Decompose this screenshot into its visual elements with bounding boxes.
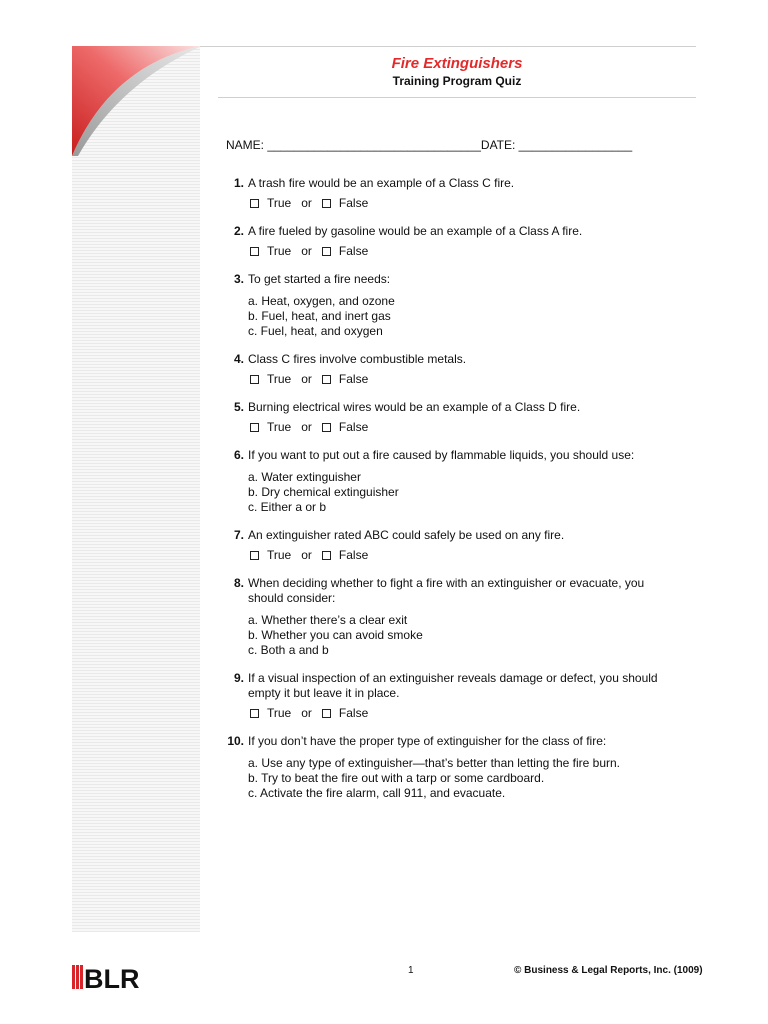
answer-options	[248, 613, 682, 658]
answer-options	[248, 294, 682, 339]
option-a[interactable]: a. Whether there’s a clear exit	[248, 613, 408, 627]
option-c[interactable]: c. Both a and b	[248, 643, 329, 657]
true-false-choice	[250, 372, 682, 387]
name-date-line[interactable]: NAME: ________________________________DATE: _________________	[226, 138, 633, 152]
or-label: or	[301, 420, 312, 434]
true-label: True	[267, 420, 292, 434]
checkbox-true[interactable]	[250, 709, 259, 718]
checkbox-false[interactable]	[322, 375, 331, 384]
header-divider	[218, 97, 696, 98]
option-a[interactable]: a. Heat, oxygen, and ozone	[248, 294, 395, 308]
option-c[interactable]: c. Either a or b	[248, 500, 327, 514]
question-9	[222, 671, 682, 721]
or-label: or	[301, 196, 312, 210]
option-a[interactable]: a. Use any type of extinguisher—that’s better than letting the fire burn.	[248, 756, 620, 770]
checkbox-true[interactable]	[250, 423, 259, 432]
question-text: To get started a fire needs:	[248, 272, 391, 286]
question-7	[222, 528, 682, 563]
false-label: False	[338, 420, 369, 434]
question-text: Class C fires involve combustible metals.	[248, 352, 467, 366]
question-number: 2.	[233, 224, 244, 238]
option-c[interactable]: c. Activate the fire alarm, call 911, and evacuate.	[248, 786, 506, 800]
or-label: or	[301, 706, 312, 720]
question-number: 1.	[233, 176, 244, 190]
question-5	[222, 400, 682, 435]
false-label: False	[338, 196, 369, 210]
question-6	[222, 448, 682, 515]
quiz-questions	[222, 176, 682, 814]
question-text: If a visual inspection of an extinguisher reveals damage or defect, you should empty it but leave it in place.	[248, 671, 658, 700]
answer-options	[248, 470, 682, 515]
checkbox-false[interactable]	[322, 423, 331, 432]
question-1	[222, 176, 682, 211]
question-10	[222, 734, 682, 801]
question-number: 3.	[233, 272, 244, 286]
option-b[interactable]: b. Whether you can avoid smoke	[248, 628, 423, 642]
option-b[interactable]: b. Try to beat the fire out with a tarp or some cardboard.	[248, 771, 545, 785]
answer-options	[248, 756, 682, 801]
question-3	[222, 272, 682, 339]
question-number: 10.	[227, 734, 244, 748]
false-label: False	[338, 706, 369, 720]
question-number: 6.	[233, 448, 244, 462]
page-subtitle: Training Program Quiz	[392, 74, 522, 88]
or-label: or	[301, 372, 312, 386]
option-b[interactable]: b. Fuel, heat, and inert gas	[248, 309, 391, 323]
checkbox-true[interactable]	[250, 375, 259, 384]
page-title: Fire Extinguishers	[391, 55, 523, 72]
copyright-notice: © Business & Legal Reports, Inc. (1009)	[514, 965, 703, 976]
logo-text: BLR	[84, 964, 140, 991]
question-text: If you don’t have the proper type of extinguisher for the class of fire:	[248, 734, 607, 748]
question-2	[222, 224, 682, 259]
true-false-choice	[250, 706, 682, 721]
true-false-choice	[250, 196, 682, 211]
question-text: A fire fueled by gasoline would be an example of a Class A fire.	[248, 224, 583, 238]
question-number: 5.	[233, 400, 244, 414]
checkbox-true[interactable]	[250, 199, 259, 208]
true-label: True	[267, 548, 292, 562]
page-number: 1	[408, 965, 414, 976]
true-label: True	[267, 372, 292, 386]
true-label: True	[267, 244, 292, 258]
question-text: Burning electrical wires would be an example of a Class D fire.	[248, 400, 581, 414]
blr-logo	[72, 961, 146, 991]
question-number: 7.	[233, 528, 244, 542]
or-label: or	[301, 244, 312, 258]
checkbox-true[interactable]	[250, 247, 259, 256]
question-8	[222, 576, 682, 658]
false-label: False	[338, 548, 369, 562]
red-swoosh-graphic	[72, 46, 202, 156]
question-number: 8.	[233, 576, 244, 590]
question-number: 9.	[233, 671, 244, 685]
true-label: True	[267, 196, 292, 210]
option-b[interactable]: b. Dry chemical extinguisher	[248, 485, 399, 499]
option-a[interactable]: a. Water extinguisher	[248, 470, 361, 484]
or-label: or	[301, 548, 312, 562]
false-label: False	[338, 372, 369, 386]
true-false-choice	[250, 244, 682, 259]
question-number: 4.	[233, 352, 244, 366]
question-text: If you want to put out a fire caused by flammable liquids, you should use:	[248, 448, 635, 462]
question-text: An extinguisher rated ABC could safely be used on any fire.	[248, 528, 565, 542]
question-text: A trash fire would be an example of a Class C fire.	[248, 176, 515, 190]
option-c[interactable]: c. Fuel, heat, and oxygen	[248, 324, 383, 338]
checkbox-false[interactable]	[322, 551, 331, 560]
true-false-choice	[250, 420, 682, 435]
question-4	[222, 352, 682, 387]
false-label: False	[338, 244, 369, 258]
checkbox-true[interactable]	[250, 551, 259, 560]
question-text: When deciding whether to fight a fire with an extinguisher or evacuate, you should consider:	[248, 576, 645, 605]
decorative-sidebar	[72, 46, 200, 932]
checkbox-false[interactable]	[322, 709, 331, 718]
top-rule	[200, 46, 696, 47]
checkbox-false[interactable]	[322, 199, 331, 208]
true-label: True	[267, 706, 292, 720]
true-false-choice	[250, 548, 682, 563]
checkbox-false[interactable]	[322, 247, 331, 256]
